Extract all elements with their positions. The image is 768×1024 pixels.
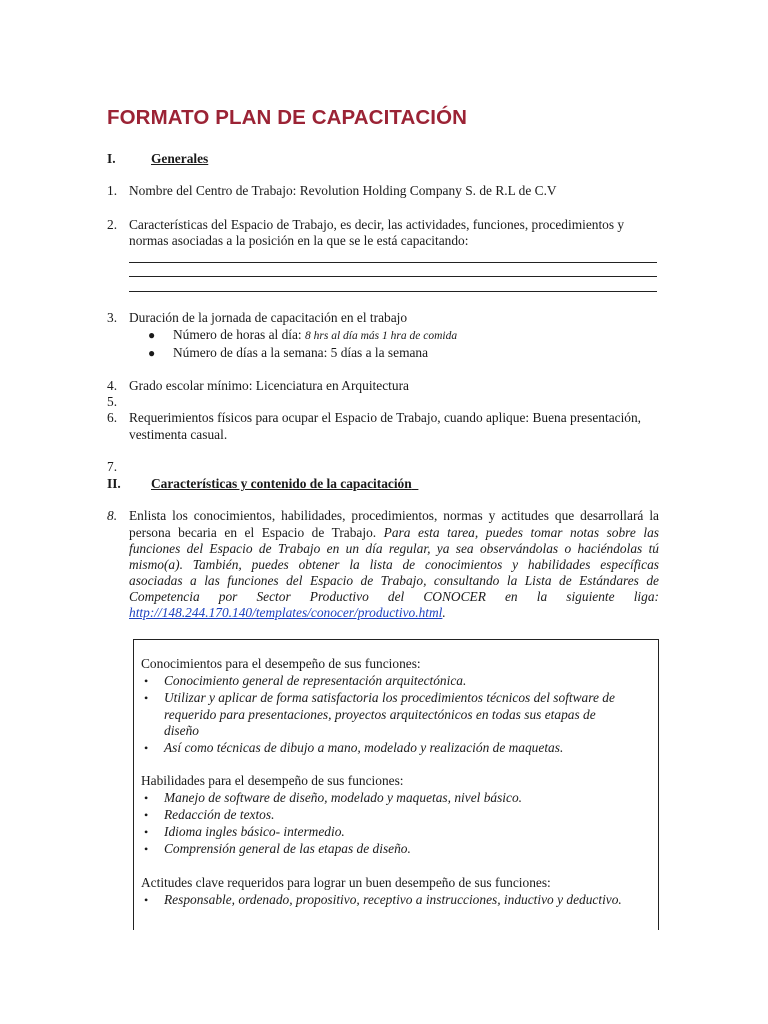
attitudes-heading: Actitudes clave requeridos para lograr un buen desempeño de sus funciones:: [141, 875, 551, 890]
section-number: I.: [107, 151, 116, 166]
item-8-line-6: Competencia por Sector Productivo del CONOCER en la siguiente liga:: [129, 589, 659, 604]
bullet-icon: ●: [148, 328, 156, 342]
item-2-line-1: Características del Espacio de Trabajo, es decir, las actividades, funciones, procedimientos y: [129, 217, 625, 232]
item-8-line-4: mismo(a). También, puedes obtener la lista de conocimientos y habilidades específicas: [129, 557, 659, 572]
item-number: 3.: [107, 310, 118, 325]
hours-value: 8 hrs al día más 1 hra de comida: [305, 330, 458, 342]
bullet-icon: •: [144, 842, 149, 856]
hours-label: Número de horas al día:: [173, 327, 306, 342]
bullet-icon: ●: [148, 346, 156, 360]
item-8-line-2: [129, 525, 659, 541]
attitude-item: Responsable, ordenado, propositivo, receptivo a instrucciones, inductivo y deductivo.: [164, 892, 622, 907]
item-number: 4.: [107, 378, 118, 393]
item-number: 1.: [107, 183, 118, 198]
item-8-link-line: http://148.244.170.140/templates/conocer/productivo.html.: [129, 605, 446, 620]
bullet-icon: •: [144, 893, 149, 907]
item-6-line-1: Requerimientos físicos para ocupar el Espacio de Trabajo, cuando aplique: Buena presentación,: [129, 410, 642, 425]
item-number: 6.: [107, 410, 118, 425]
skill-item: Comprensión general de las etapas de diseño.: [164, 841, 411, 856]
item-8-line-5: asociadas a las funciones del Espacio de Trabajo, consultando la Lista de Estándares de: [129, 573, 659, 588]
bullet-icon: •: [144, 674, 149, 688]
document-title: FORMATO PLAN DE CAPACITACIÓN: [107, 106, 468, 129]
item-number: 8.: [107, 508, 118, 523]
fill-in-line: [129, 276, 657, 277]
section-heading-generales: Generales: [151, 151, 209, 166]
knowledge-item: Utilizar y aplicar de forma satisfactoria los procedimientos técnicos del software de: [164, 690, 615, 705]
knowledge-item-continued: diseño: [164, 723, 199, 738]
fill-in-line: [129, 262, 657, 263]
knowledge-item-continued: requerido para presentaciones, proyectos arquitectónicos en todas sus etapas de: [164, 707, 596, 722]
fill-in-line: [129, 291, 657, 292]
item-8-line-2-italic: Para esta tarea, puedes tomar notas sobre las: [383, 525, 659, 540]
skill-item: Manejo de software de diseño, modelado y maquetas, nivel básico.: [164, 790, 523, 805]
knowledge-item: Conocimiento general de representación arquitectónica.: [164, 673, 467, 688]
item-8-line-2-plain: persona becaria en el Espacio de Trabajo.: [129, 525, 384, 540]
item-number: 5.: [107, 394, 118, 409]
skill-item: Idioma ingles básico- intermedio.: [164, 824, 345, 839]
knowledge-heading: Conocimientos para el desempeño de sus funciones:: [141, 656, 421, 671]
section-heading-caracteristicas: Características y contenido de la capacitación: [151, 476, 412, 491]
section-number: II.: [107, 476, 121, 491]
item-number: 7.: [107, 459, 118, 474]
item-8-line-3: funciones del Espacio de Trabajo en un día regular, ya sea observándolas o haciéndolas tú: [129, 541, 659, 556]
conocer-link[interactable]: http://148.244.170.140/templates/conocer/productivo.html: [129, 605, 443, 620]
bullet-icon: •: [144, 691, 149, 705]
item-6-line-2: vestimenta casual.: [129, 427, 228, 442]
bullet-icon: •: [144, 741, 149, 755]
item-4-text: Grado escolar mínimo: Licenciatura en Arquitectura: [129, 378, 409, 393]
item-2-line-2: normas asociadas a la posición en la que se le está capacitando:: [129, 233, 469, 248]
bullet-icon: •: [144, 791, 149, 805]
skills-heading: Habilidades para el desempeño de sus funciones:: [141, 773, 404, 788]
days-per-week: Número de días a la semana: 5 días a la semana: [173, 345, 429, 360]
item-3-text: Duración de la jornada de capacitación en el trabajo: [129, 310, 408, 325]
bullet-icon: •: [144, 825, 149, 839]
knowledge-item: Así como técnicas de dibujo a mano, modelado y realización de maquetas.: [164, 740, 564, 755]
item-number: 2.: [107, 217, 118, 232]
item-8-line-1: Enlista los conocimientos, habilidades, procedimientos, normas y actitudes que desarrollará la: [129, 508, 659, 523]
bullet-icon: •: [144, 808, 149, 822]
skill-item: Redacción de textos.: [164, 807, 275, 822]
hours-per-day: [173, 327, 457, 343]
item-1-text: Nombre del Centro de Trabajo: Revolution Holding Company S. de R.L de C.V: [129, 183, 557, 198]
